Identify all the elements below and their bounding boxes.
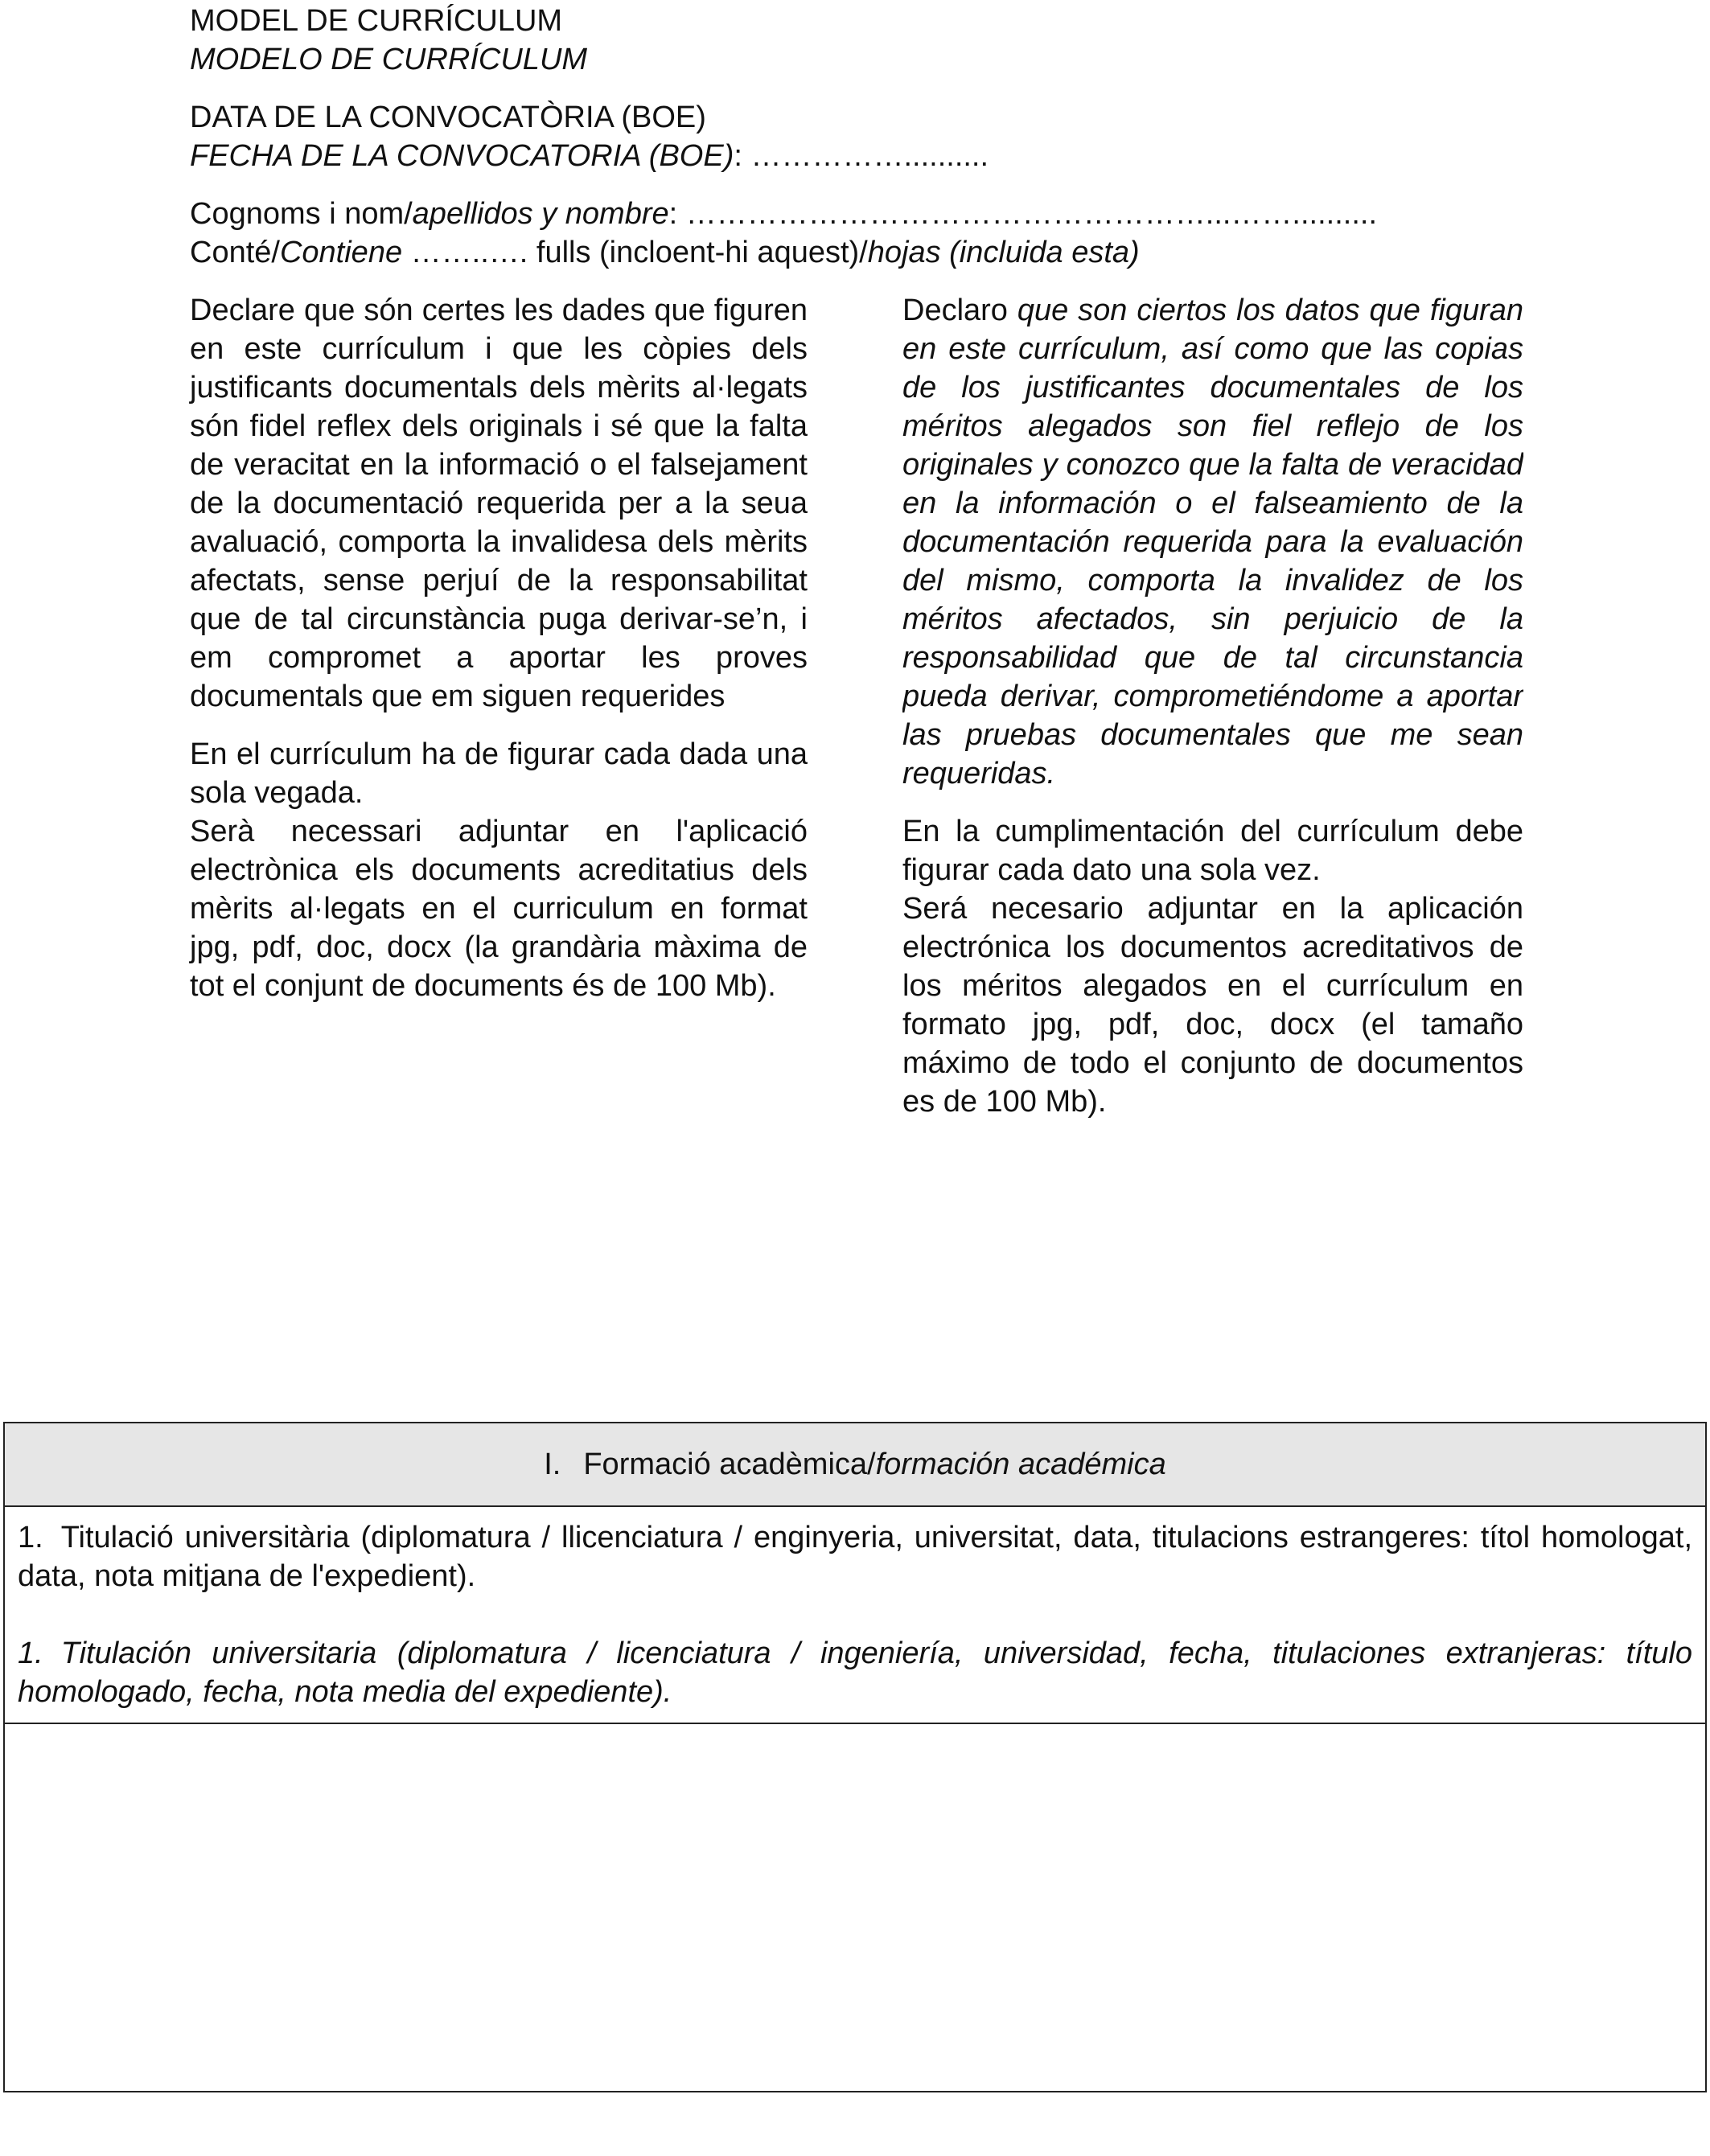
title-spanish: MODELO DE CURRÍCULUM xyxy=(190,43,588,76)
academic-training-table xyxy=(3,1422,1707,2092)
item-number-catalan: 1. xyxy=(18,1521,43,1554)
item-number-spanish: 1. xyxy=(18,1637,43,1670)
contains-label-catalan: Conté/ xyxy=(190,236,280,269)
name-label-spanish: apellidos y nombre xyxy=(412,197,669,231)
name-line xyxy=(190,195,1557,233)
attach-note-catalan: Serà necessari adjuntar en l'aplicació electrònica els documents acreditatius dels mèrits al·legats en el curriculum en format jpg, pdf, doc, docx (la grandària màxima de tot el conjunt de documents és de 100 Mb). xyxy=(190,815,808,1003)
declaration-lead-spanish: Declaro xyxy=(902,294,1017,327)
section-header xyxy=(5,1423,1705,1507)
section-entry-area[interactable] xyxy=(5,1724,1705,2091)
declaration-text-catalan: Declare que són certes les dades que figuren en este currículum i que les còpies dels justificants documentals dels mèrits al·legats són fidel reflex dels originals i sé que la falta de veracitat en la informació o el falsejament de la documentació requerida per a la seua avaluació, comporta la invalidesa dels mèrits afectats, sense perjuí de la responsabilitat que de tal circunstància puga derivar-se’n, i em compromet a aportar les proves documentals que em siguen requerides xyxy=(190,294,808,713)
section-title-spanish: formación académica xyxy=(875,1448,1166,1481)
declaration-text-spanish xyxy=(902,291,1523,793)
contains-tail-spanish: hojas (incluida esta) xyxy=(867,236,1140,269)
contains-label-spanish: Contiene xyxy=(279,236,403,269)
convocation-date-label-catalan: DATA DE LA CONVOCATÒRIA (BOE) xyxy=(190,101,706,134)
item-text-spanish: Titulación universitaria (diplomatura / licenciatura / ingeniería, universidad, fecha, titulaciones extranjeras: título homologado, fecha, nota media del expediente). xyxy=(18,1637,1692,1709)
once-note-catalan: En el currículum ha de figurar cada dada una sola vegada. xyxy=(190,737,808,810)
item-description-catalan xyxy=(18,1518,1692,1595)
section-item-description xyxy=(5,1507,1705,1724)
sheet-count-line xyxy=(190,233,1557,272)
section-title-catalan: Formació acadèmica/ xyxy=(583,1448,876,1481)
name-field[interactable]: : ……………………………………………...…….......... xyxy=(668,197,1378,231)
declaration-body-spanish: que son ciertos los datos que figuran en este currículum, así como que las copias de los justificantes documentales de los méritos alegados son fiel reflejo de los originales y conozco que la falta de veracidad en la información o el falseamiento de la documentación requerida para la evaluación del mismo, comporta la invalidez de los méritos afectados, sin perjuicio de la responsabilidad que de tal circunstancia pueda derivar, comprometiéndome a aportar las pruebas documentales que me sean requeridas. xyxy=(902,294,1523,791)
item-text-catalan: Titulació universitària (diplomatura / llicenciatura / enginyeria, universitat, data, titulacions estrangeres: títol homologat, data, nota mitjana de l'expedient). xyxy=(18,1521,1692,1593)
convocation-date-line xyxy=(190,137,1557,175)
declaration-column-catalan xyxy=(190,291,808,1005)
sheet-count-field[interactable]: ……..…. fulls (incloent-hi aquest)/ xyxy=(402,236,868,269)
convocation-date-field[interactable]: : …………….......... xyxy=(734,139,989,173)
attach-note-spanish: Será necesario adjuntar en la aplicación electrónica los documentos acreditativos de los méritos alegados en el currículum en formato jpg, pdf, doc, docx (el tamaño máximo de todo el conjunto de documentos es de 100 Mb). xyxy=(902,892,1523,1119)
title-catalan: MODEL DE CURRÍCULUM xyxy=(190,4,563,38)
name-label-catalan: Cognoms i nom/ xyxy=(190,197,413,231)
document-header xyxy=(190,2,1557,272)
item-description-spanish xyxy=(18,1634,1692,1711)
once-note-spanish: En la cumplimentación del currículum debe figurar cada dato una sola vez. xyxy=(902,815,1523,887)
declaration-column-spanish xyxy=(902,291,1523,1121)
section-numeral: I. xyxy=(544,1448,561,1481)
convocation-date-label-spanish: FECHA DE LA CONVOCATORIA (BOE) xyxy=(190,139,734,173)
